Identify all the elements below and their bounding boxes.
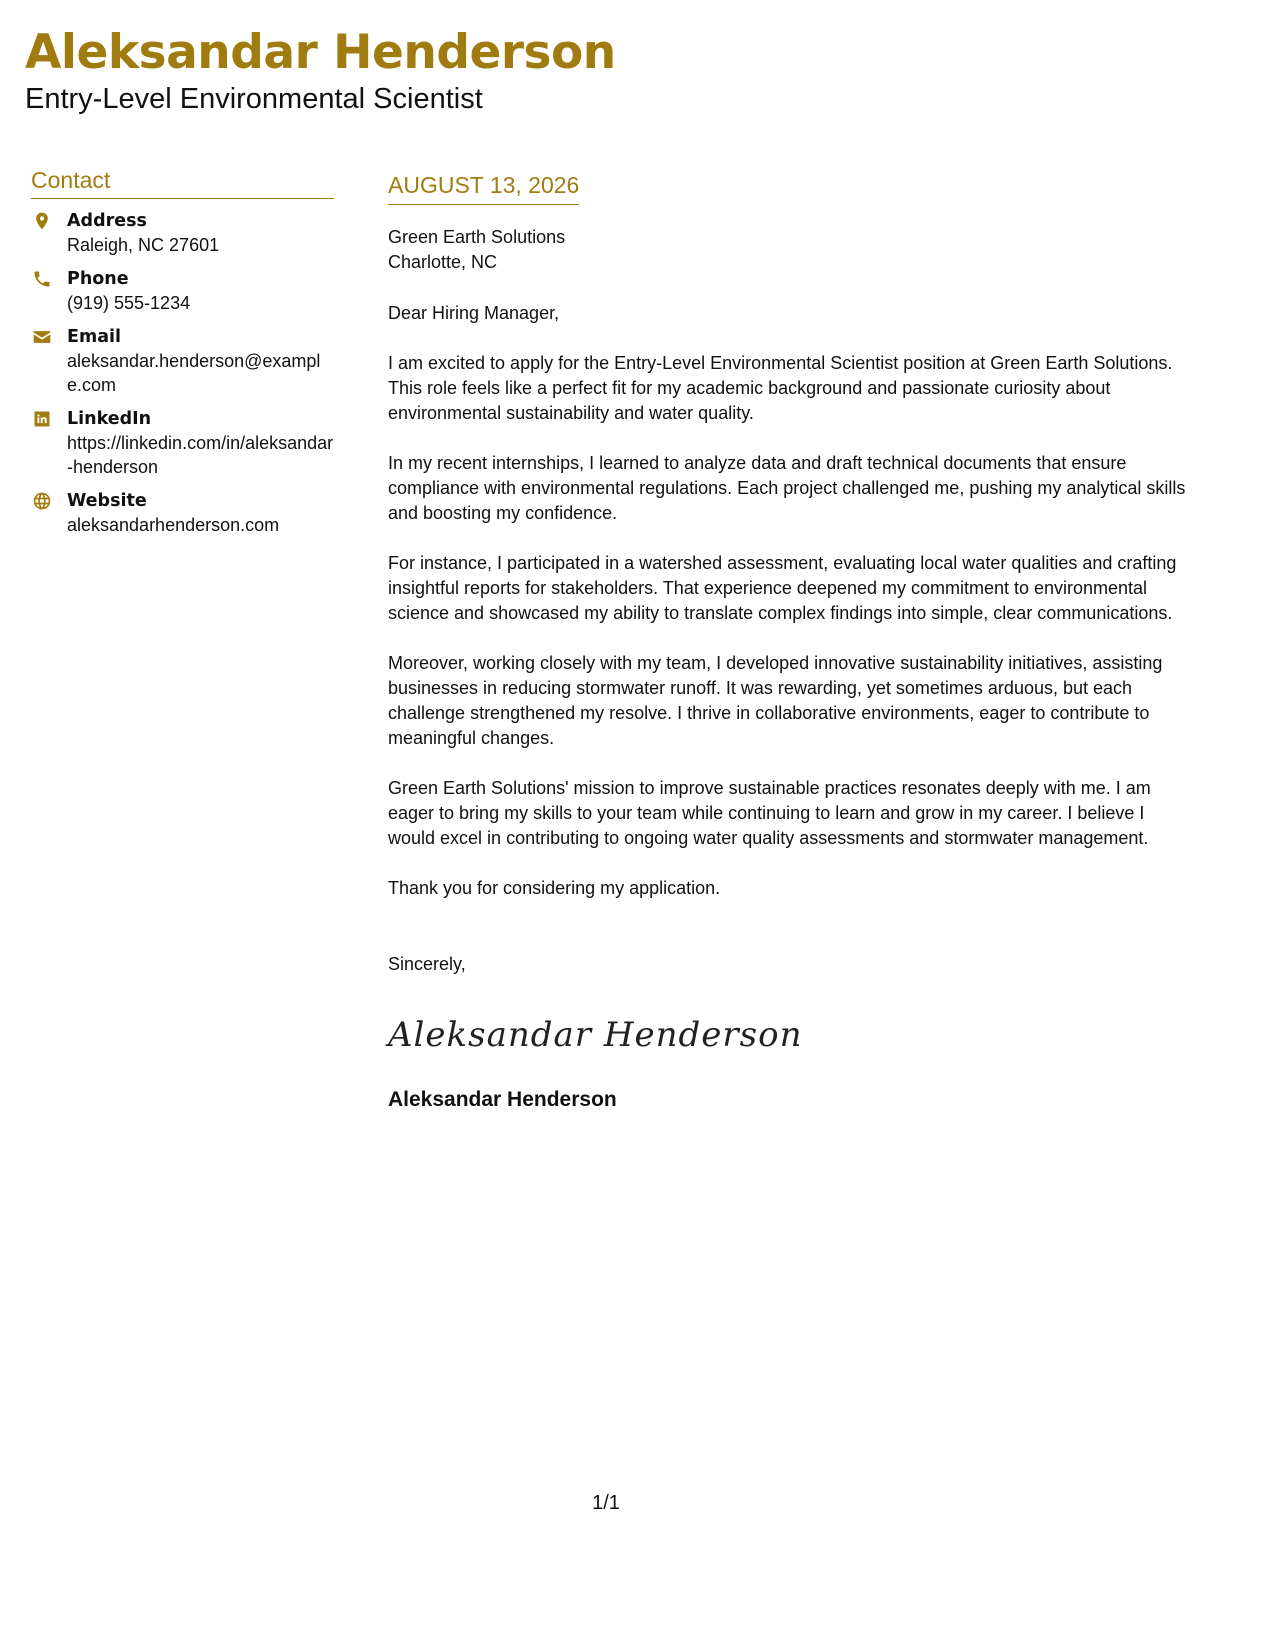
letter-paragraph: Green Earth Solutions' mission to improve sustainable practices resonates deeply with me. I am eager to bring my skills to your team while continuing to learn and grow in my career. I believe I would excel in contributing to ongoing water quality assessments and stormwater management. — [388, 778, 1151, 848]
contact-value: aleksandar.henderson@example.com — [67, 351, 321, 395]
contact-sidebar — [31, 166, 334, 547]
letter-date: AUGUST 13, 2026 — [388, 170, 579, 205]
letter-body — [388, 170, 1188, 1113]
recipient-company: Green Earth Solutions — [388, 227, 566, 247]
contact-item-email — [31, 325, 334, 397]
contact-label: Email — [67, 327, 121, 347]
recipient-location: Charlotte, NC — [388, 252, 498, 272]
contact-label: Address — [67, 211, 147, 231]
handwritten-signature: Aleksandar Henderson — [388, 1015, 803, 1055]
contact-item-phone — [31, 267, 334, 315]
contact-value: (919) 555-1234 — [67, 293, 191, 313]
contact-label: Phone — [67, 269, 129, 289]
map-pin-icon — [31, 210, 53, 232]
letter-paragraph: I am excited to apply for the Entry-Level Environmental Scientist position at Green Earth Solutions. This role feels like a perfect fit for my academic background and passionate curiosity about environmental sustainability and water quality. — [388, 353, 1173, 423]
letter-greeting: Dear Hiring Manager, — [388, 303, 560, 323]
applicant-name: Aleksandar Henderson — [25, 25, 616, 80]
contact-item-address — [31, 209, 334, 257]
contact-list — [31, 209, 334, 537]
contact-label: Website — [67, 491, 147, 511]
contact-value: https://linkedin.com/in/aleksandar-henderson — [67, 433, 334, 477]
contact-item-website — [31, 489, 334, 537]
contact-label: LinkedIn — [67, 409, 152, 429]
envelope-icon — [31, 326, 53, 348]
letter-paragraph: In my recent internships, I learned to analyze data and draft technical documents that ensure compliance with environmental regulations. Each project challenged me, pushing my analytical skills and boosting my confidence. — [388, 453, 1186, 523]
header — [25, 22, 616, 116]
applicant-role: Entry-Level Environmental Scientist — [25, 83, 483, 115]
contact-section-title: Contact — [31, 166, 334, 199]
phone-icon — [31, 268, 53, 290]
letter-paragraph: Moreover, working closely with my team, I developed innovative sustainability initiatives, assisting businesses in reducing stormwater runoff. It was rewarding, yet sometimes arduous, but each challenge strengthened my resolve. I thrive in collaborative environments, eager to contribute to meaningful changes. — [388, 653, 1163, 748]
recipient-block — [388, 225, 1188, 275]
letter-closing: Sincerely, — [388, 954, 466, 974]
contact-value: aleksandarhenderson.com — [67, 515, 280, 535]
globe-icon — [31, 490, 53, 512]
contact-value: Raleigh, NC 27601 — [67, 235, 220, 255]
letter-paragraph: Thank you for considering my application. — [388, 878, 721, 898]
linkedin-icon — [31, 408, 53, 430]
letter-paragraph: For instance, I participated in a watershed assessment, evaluating local water qualities and crafting insightful reports for stakeholders. That experience deepened my commitment to environmental science and showcased my ability to translate complex findings into simple, clear communications. — [388, 553, 1177, 623]
signed-name: Aleksandar Henderson — [388, 1088, 617, 1111]
contact-item-linkedin — [31, 407, 334, 479]
page-number: 1/1 — [592, 1492, 620, 1514]
